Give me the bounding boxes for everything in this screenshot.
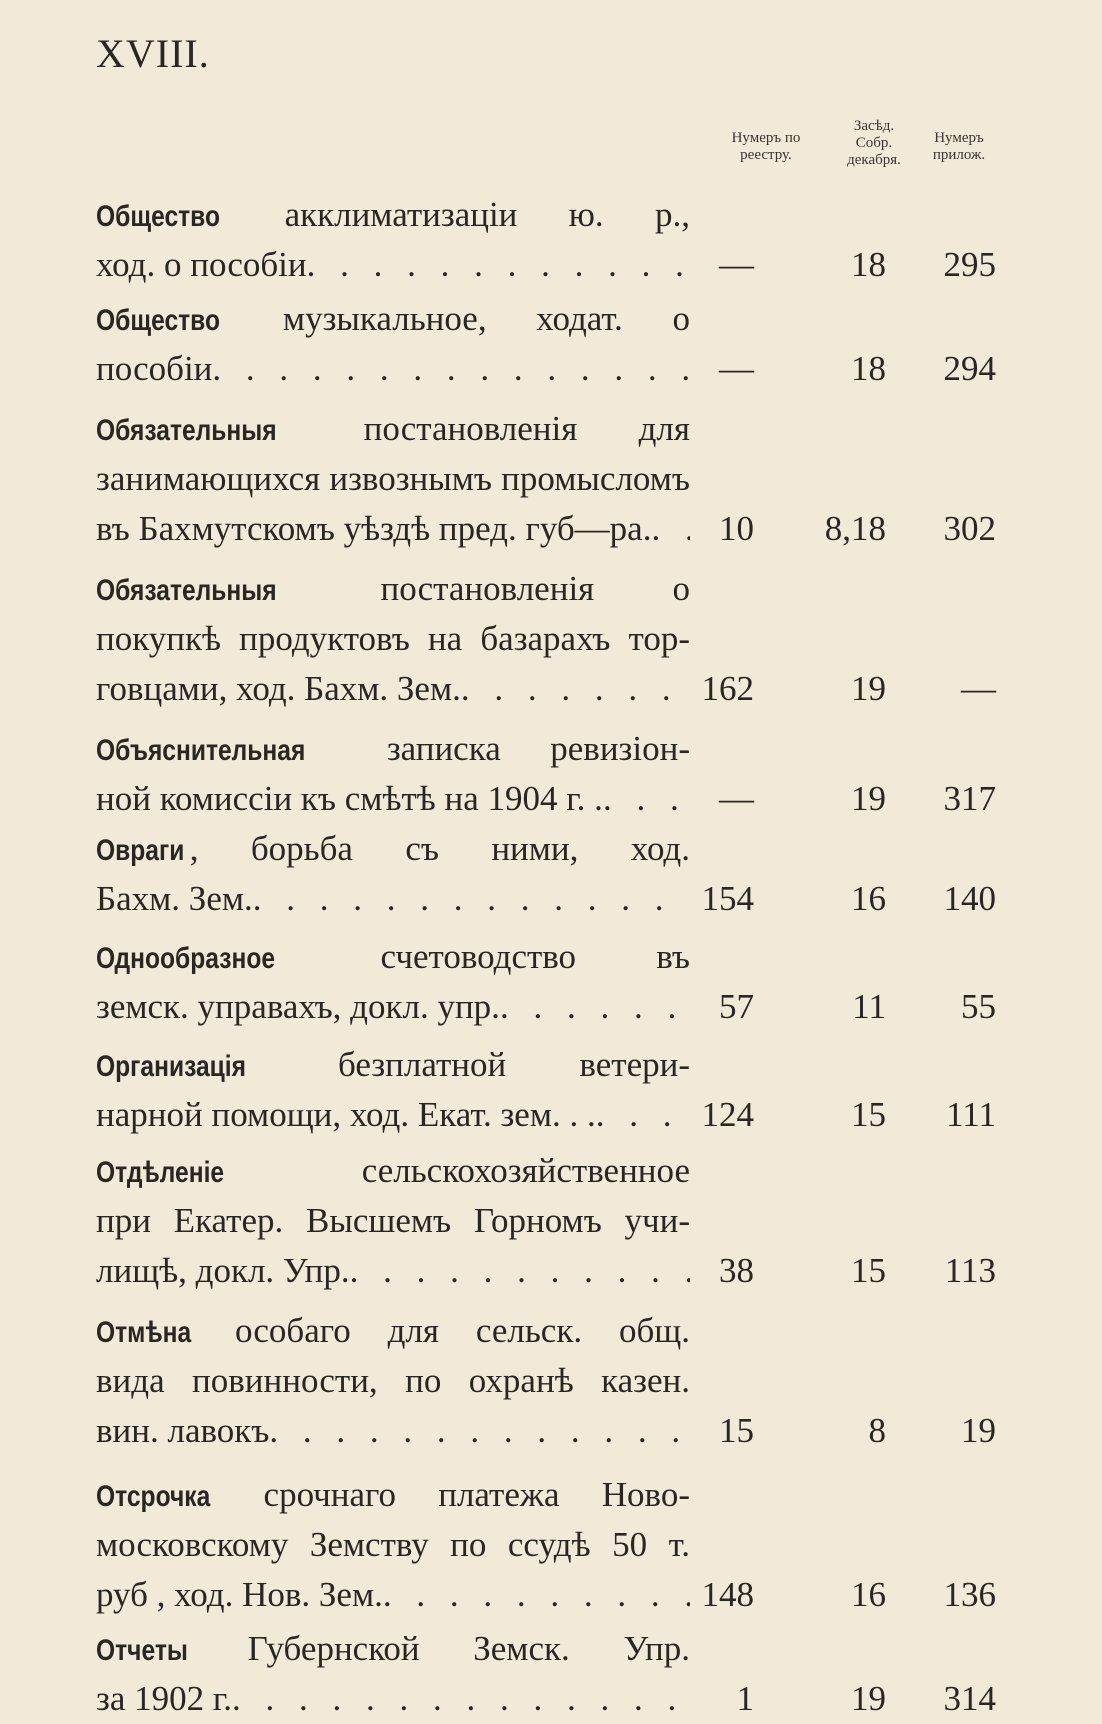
- entry-numbers: [676, 504, 996, 554]
- entry-heading-word: Общество: [96, 304, 220, 337]
- entry-middle-line: покупкѣ продуктовъ на базарахъ тор-: [96, 619, 690, 658]
- leader-dots: [307, 240, 690, 290]
- index-entry: [96, 1624, 996, 1724]
- entry-heading-word: Однообразное: [96, 942, 276, 975]
- column-header-session: Засѣд. Собр. декабря.: [847, 118, 901, 168]
- entry-last-text: вин. лавокъ: [96, 1411, 270, 1450]
- appendix-number: 317: [943, 779, 996, 818]
- entry-middle-line: при Екатер. Высшемъ Горномъ учи-: [96, 1201, 690, 1240]
- appendix-number: 295: [943, 245, 996, 284]
- appendix-number: 294: [943, 349, 996, 388]
- entry-heading-word: Отдѣленіе: [96, 1156, 225, 1189]
- entry-heading-continuation: сельскохозяйственное: [238, 1151, 690, 1190]
- entry-heading-continuation: срочнаго платежа Ново-: [221, 1475, 690, 1514]
- entry-heading-continuation: Губернской Земск. Упр.: [194, 1629, 690, 1668]
- registry-number: 57: [719, 987, 754, 1026]
- session-number: 19: [851, 779, 886, 818]
- appendix-number: 113: [944, 1251, 996, 1290]
- index-entry: [96, 724, 996, 824]
- appendix-number: 136: [943, 1575, 996, 1614]
- session-number: 19: [851, 1679, 886, 1718]
- entry-last-line: [96, 664, 690, 714]
- entry-last-line: [96, 344, 690, 394]
- entry-last-text: пособіи: [96, 349, 213, 388]
- entry-numbers: [676, 344, 996, 394]
- entry-first-line: [96, 724, 690, 774]
- entry-last-text: Бахм. Зем.: [96, 879, 253, 918]
- registry-number: 15: [719, 1411, 754, 1450]
- entry-numbers: [676, 240, 996, 290]
- appendix-number: 55: [961, 987, 996, 1026]
- entry-heading-word: Овраги: [96, 834, 185, 867]
- leader-dots: [350, 1246, 690, 1296]
- entry-first-line: [96, 1306, 690, 1356]
- leader-dots: [253, 874, 690, 924]
- entry-heading-word: Отмѣна: [96, 1316, 192, 1349]
- registry-number: 148: [701, 1575, 754, 1614]
- column-header-appendix: Нумеръ прилож.: [932, 130, 986, 163]
- entry-last-line: [96, 1674, 690, 1724]
- entry-last-line: [96, 1090, 690, 1140]
- entry-heading-continuation: акклиматизаціи ю. р.,: [233, 195, 690, 234]
- entry-first-line: [96, 294, 690, 344]
- entry-last-text: руб , ход. Нов. Зем.: [96, 1575, 383, 1614]
- registry-number: 10: [719, 509, 754, 548]
- entry-heading-continuation: постановленія о: [302, 569, 690, 608]
- entry-heading-word: Объяснительная: [96, 734, 306, 767]
- entry-last-line: [96, 774, 690, 824]
- entry-heading-continuation: , борьба съ ними, ход.: [189, 829, 690, 868]
- session-number: 8,18: [824, 509, 886, 548]
- session-number: 19: [851, 669, 886, 708]
- entry-heading-continuation: музыкальное, ходат. о: [233, 299, 690, 338]
- entry-last-text: лищѣ, докл. Упр.: [96, 1251, 350, 1290]
- entry-heading-word: Организація: [96, 1050, 246, 1083]
- session-number: 15: [851, 1095, 886, 1134]
- registry-number: 124: [701, 1095, 754, 1134]
- registry-number: 38: [719, 1251, 754, 1290]
- entry-first-line: [96, 1470, 690, 1520]
- entry-numbers: [676, 1406, 996, 1456]
- entry-numbers: [676, 1674, 996, 1724]
- entry-first-line: [96, 404, 690, 454]
- entry-last-text: за 1902 г.: [96, 1679, 233, 1718]
- entry-last-line: [96, 1570, 690, 1620]
- entry-last-text: ход. о пособіи: [96, 245, 307, 284]
- entry-last-text: говцами, ход. Бахм. Зем.: [96, 669, 461, 708]
- session-number: 8: [868, 1411, 886, 1450]
- session-number: 11: [852, 987, 886, 1026]
- entry-first-line: [96, 1624, 690, 1674]
- entry-middle-line: вида повинности, по охранѣ казен.: [96, 1361, 690, 1400]
- entry-middle-line: занимающихся извознымъ промысломъ: [96, 459, 690, 498]
- registry-number: 162: [701, 669, 754, 708]
- appendix-number: 140: [943, 879, 996, 918]
- entry-numbers: [676, 664, 996, 714]
- registry-number: 154: [701, 879, 754, 918]
- entry-first-line: [96, 564, 690, 614]
- entry-numbers: [676, 874, 996, 924]
- entry-heading-word: Отчеты: [96, 1634, 188, 1667]
- entry-numbers: [676, 1570, 996, 1620]
- entry-last-text: въ Бахмутскомъ уѣздѣ пред. губ—ра.: [96, 509, 652, 548]
- entry-last-text: ной комиссіи къ смѣтѣ на 1904 г. .: [96, 779, 603, 818]
- leader-dots: [461, 664, 690, 714]
- entry-last-text: земск. управахъ, докл. упр.: [96, 987, 500, 1026]
- registry-number: 1: [736, 1679, 754, 1718]
- entry-first-line: [96, 824, 690, 874]
- leader-dots: [269, 1406, 690, 1456]
- entry-heading-word: Обязательныя: [96, 414, 277, 447]
- entry-heading-continuation: безплатной ветери-: [264, 1045, 690, 1084]
- session-number: 16: [851, 879, 886, 918]
- appendix-number: —: [961, 669, 996, 708]
- registry-number: —: [719, 349, 754, 388]
- entry-heading-continuation: счетоводство въ: [300, 937, 690, 976]
- leader-dots: [212, 344, 690, 394]
- entry-first-line: [96, 190, 690, 240]
- entry-first-line: [96, 932, 690, 982]
- entry-last-line: [96, 982, 690, 1032]
- index-entry: [96, 1040, 996, 1140]
- entry-heading-word: Общество: [96, 200, 220, 233]
- appendix-number: 302: [943, 509, 996, 548]
- entry-heading-word: Обязательныя: [96, 574, 277, 607]
- registry-number: —: [719, 245, 754, 284]
- page-number: XVIII.: [96, 31, 210, 76]
- entry-last-line: [96, 874, 690, 924]
- index-entry: [96, 564, 996, 714]
- entry-heading-word: Отсрочка: [96, 1480, 211, 1513]
- index-entry: [96, 294, 996, 394]
- leader-dots: [383, 1570, 690, 1620]
- index-entry: [96, 190, 996, 290]
- index-entry: [96, 1470, 996, 1620]
- appendix-number: 19: [961, 1411, 996, 1450]
- index-entries: [96, 190, 996, 1724]
- index-entry: [96, 824, 996, 924]
- column-header-registry: Нумеръ по реестру.: [731, 130, 801, 163]
- entry-last-line: [96, 1246, 690, 1296]
- index-entry: [96, 1146, 996, 1296]
- entry-numbers: [676, 982, 996, 1032]
- entry-numbers: [676, 774, 996, 824]
- appendix-number: 111: [946, 1095, 996, 1134]
- entry-heading-continuation: особаго для сельск. общ.: [198, 1311, 690, 1350]
- entry-middle-line: московскому Земству по ссудѣ 50 т.: [96, 1525, 690, 1564]
- entry-last-line: [96, 504, 690, 554]
- session-number: 15: [851, 1251, 886, 1290]
- leader-dots: [232, 1674, 690, 1724]
- index-entry: [96, 1306, 996, 1456]
- leader-dots: [500, 982, 690, 1032]
- entry-first-line: [96, 1040, 690, 1090]
- entry-heading-continuation: записка ревизіон-: [337, 729, 690, 768]
- registry-number: —: [719, 779, 754, 818]
- entry-last-line: [96, 1406, 690, 1456]
- entry-last-text: нарной помощи, ход. Екат. зем. . .: [96, 1095, 596, 1134]
- index-entry: [96, 404, 996, 554]
- appendix-number: 314: [943, 1679, 996, 1718]
- session-number: 18: [851, 245, 886, 284]
- entry-numbers: [676, 1090, 996, 1140]
- index-entry: [96, 932, 996, 1032]
- entry-first-line: [96, 1146, 690, 1196]
- entry-heading-continuation: постановленія для: [302, 409, 690, 448]
- entry-last-line: [96, 240, 690, 290]
- session-number: 18: [851, 349, 886, 388]
- entry-numbers: [676, 1246, 996, 1296]
- session-number: 16: [851, 1575, 886, 1614]
